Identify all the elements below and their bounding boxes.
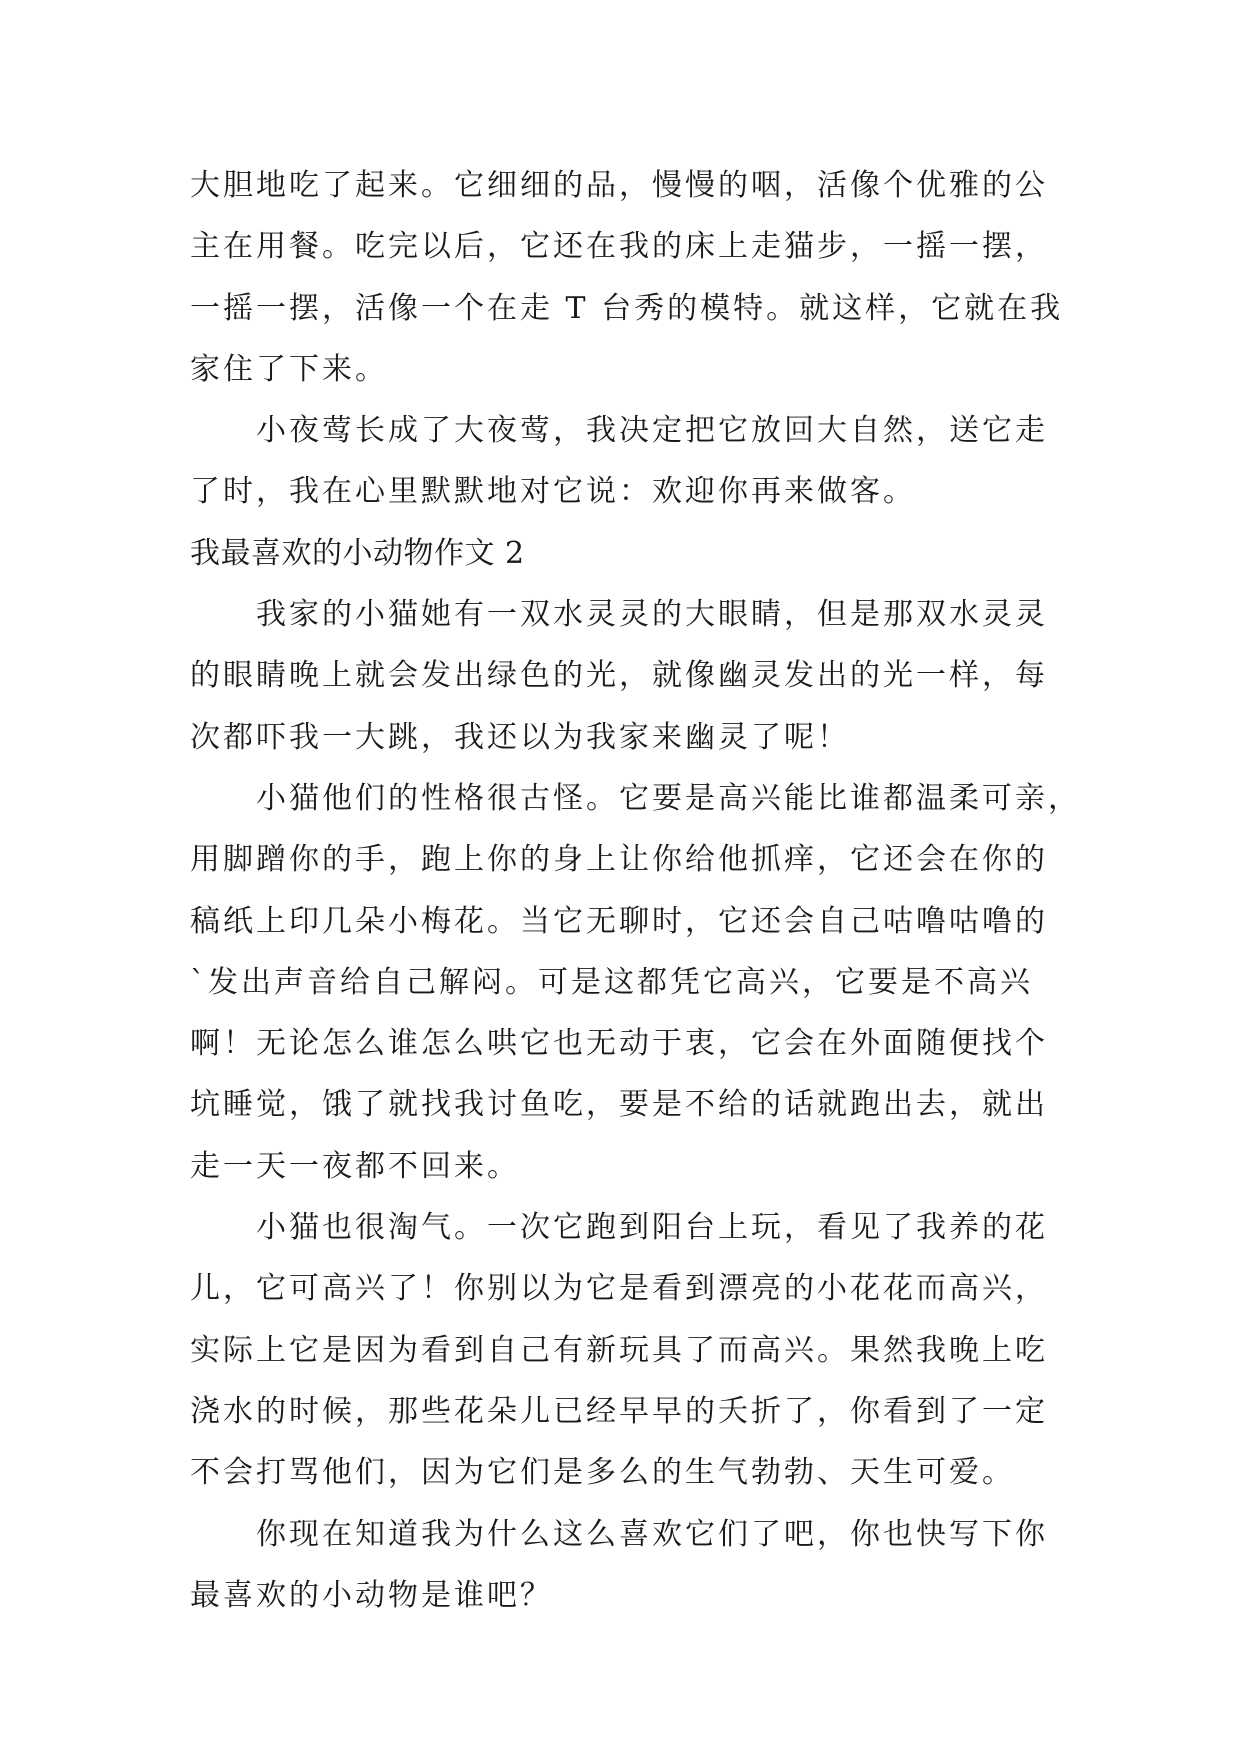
text-line: 儿，它可高兴了！你别以为它是看到漂亮的小花花而高兴， bbox=[190, 1271, 1048, 1307]
paragraph-start-line: 小夜莺长成了大夜莺，我决定把它放回大自然，送它走 bbox=[256, 413, 1048, 449]
text-line: 啊！无论怎么谁怎么哄它也无动于衷，它会在外面随便找个 bbox=[190, 1026, 1048, 1062]
text-line: 坑睡觉，饿了就找我讨鱼吃，要是不给的话就跑出去，就出 bbox=[190, 1087, 1048, 1123]
text-line: 走一天一夜都不回来。 bbox=[190, 1148, 520, 1184]
text-line: 大胆地吃了起来。它细细的品，慢慢的咽，活像个优雅的公 bbox=[190, 168, 1048, 203]
text-line: 用脚蹭你的手，跑上你的身上让你给他抓痒，它还会在你的 bbox=[190, 842, 1048, 878]
paragraph-start-line: 小猫也很淘气。一次它跑到阳台上玩，看见了我养的花 bbox=[256, 1210, 1048, 1246]
text-line: 一摇一摆，活像一个在走 T 台秀的模特。就这样，它就在我 bbox=[190, 290, 1064, 326]
paragraph-start-line: 我家的小猫她有一双水灵灵的大眼睛，但是那双水灵灵 bbox=[256, 597, 1048, 633]
text-line: 最喜欢的小动物是谁吧？ bbox=[190, 1577, 553, 1613]
text-line: 次都吓我一大跳，我还以为我家来幽灵了呢！ bbox=[190, 719, 850, 755]
text-line: 不会打骂他们，因为它们是多么的生气勃勃、天生可爱。 bbox=[190, 1455, 1015, 1491]
text-line: 浇水的时候，那些花朵儿已经早早的夭折了，你看到了一定 bbox=[190, 1393, 1048, 1429]
text-line: 家住了下来。 bbox=[190, 351, 388, 387]
paragraph-start-line: 你现在知道我为什么这么喜欢它们了吧，你也快写下你 bbox=[256, 1516, 1048, 1552]
text-line: 的眼睛晚上就会发出绿色的光，就像幽灵发出的光一样，每 bbox=[190, 658, 1048, 694]
essay-heading: 我最喜欢的小动物作文 2 bbox=[190, 535, 525, 571]
text-line: 了时，我在心里默默地对它说：欢迎你再来做客。 bbox=[190, 474, 916, 510]
text-line: 主在用餐。吃完以后，它还在我的床上走猫步，一摇一摆， bbox=[190, 229, 1048, 265]
text-line: `发出声音给自己解闷。可是这都凭它高兴，它要是不高兴 bbox=[190, 964, 1033, 1000]
text-line: 实际上它是因为看到自己有新玩具了而高兴。果然我晚上吃 bbox=[190, 1332, 1048, 1368]
paragraph-start-line: 小猫他们的性格很古怪。它要是高兴能比谁都温柔可亲， bbox=[256, 780, 1081, 816]
document-body bbox=[190, 155, 1081, 1626]
text-line: 稿纸上印几朵小梅花。当它无聊时，它还会自己咕噜咕噜的 bbox=[190, 903, 1048, 939]
